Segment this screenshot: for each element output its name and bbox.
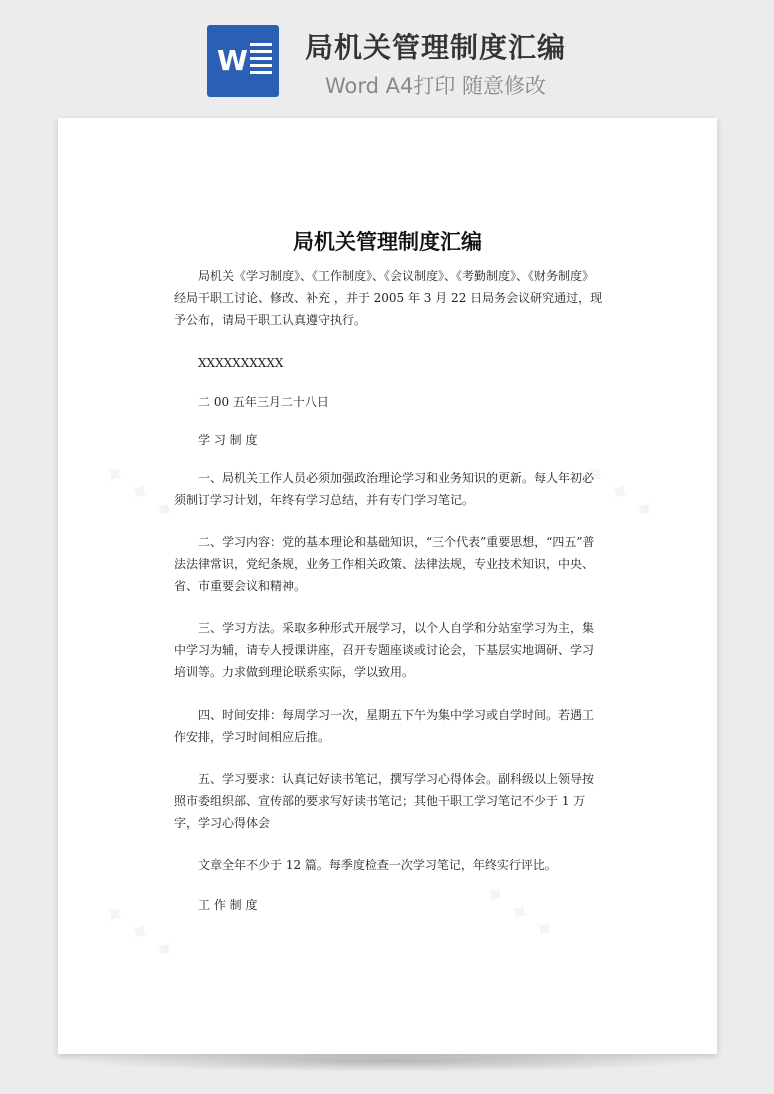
para3-text: 三、学习方法。采取多种形式开展学习，以个人自学和分站室学习为主，集中学习为辅，请专人授课讲座，召开专题座谈或讨论会，下基层实地调研、学习培训等。力求做到理论联系实际，学以致用。 [174, 621, 595, 679]
header-title: 局机关管理制度汇编 [305, 31, 567, 64]
page-header [0, 0, 774, 118]
section-heading-study [174, 429, 604, 451]
para5-text: 五、学习要求：认真记好读书笔记，撰写学习心得体会。副科级以上领导按照市委组织部、宣传部的要求写好读书笔记；其他干职工学习笔记不少于 1 万字，学习心得体会 [174, 772, 595, 830]
para1-text: 一、局机关工作人员必须加强政治理论学习和业务知识的更新。每人年初必须制订学习计划，年终有学习总结，并有专门学习笔记。 [174, 471, 595, 507]
signature: XXXXXXXXXX [198, 356, 284, 370]
intro-text: 局机关《学习制度》、《工作制度》、《会议制度》、《考勤制度》、《财务制度》经局干职工讨论、修改、补充 ，并于 2005 年 3 月 22 日局务会议研究通过，现予公布，请局干职工认真遵守执行。 [174, 269, 603, 327]
document-title: 局机关管理制度汇编 [293, 230, 482, 254]
paragraph-1 [174, 467, 604, 511]
word-logo-lines [250, 43, 272, 81]
paragraph-6 [174, 854, 604, 876]
document-date: 二 00 五年三月二十八日 [198, 395, 329, 409]
word-logo-letter: W [217, 44, 248, 77]
paragraph-5 [174, 768, 604, 834]
word-icon [207, 25, 279, 97]
header-subtitle: Word A4打印 随意修改 [325, 74, 547, 98]
paragraph-3 [174, 617, 604, 683]
date-block [174, 391, 604, 413]
paragraph-4 [174, 704, 604, 748]
intro-paragraph [174, 265, 604, 331]
signature-block [174, 352, 604, 374]
document-page [58, 118, 717, 1054]
section2-heading: 工 作 制 度 [198, 898, 258, 912]
section-heading-work [174, 894, 604, 916]
para6-text: 文章全年不少于 12 篇。每季度检查一次学习笔记，年终实行评比。 [198, 858, 557, 872]
watermark [97, 897, 181, 969]
para4-text: 四、时间安排：每周学习一次，星期五下午为集中学习或自学时间。若遇工作安排，学习时间相应后推。 [174, 708, 595, 744]
section1-heading: 学 习 制 度 [198, 433, 258, 447]
paragraph-2 [174, 531, 604, 597]
para2-text: 二、学习内容：党的基本理论和基础知识，“三个代表”重要思想，“四五”普法法律常识，党纪条规，业务工作相关政策、法律法规，专业技术知识，中央、省、市重要会议和精神。 [174, 535, 595, 593]
watermark [97, 457, 181, 529]
